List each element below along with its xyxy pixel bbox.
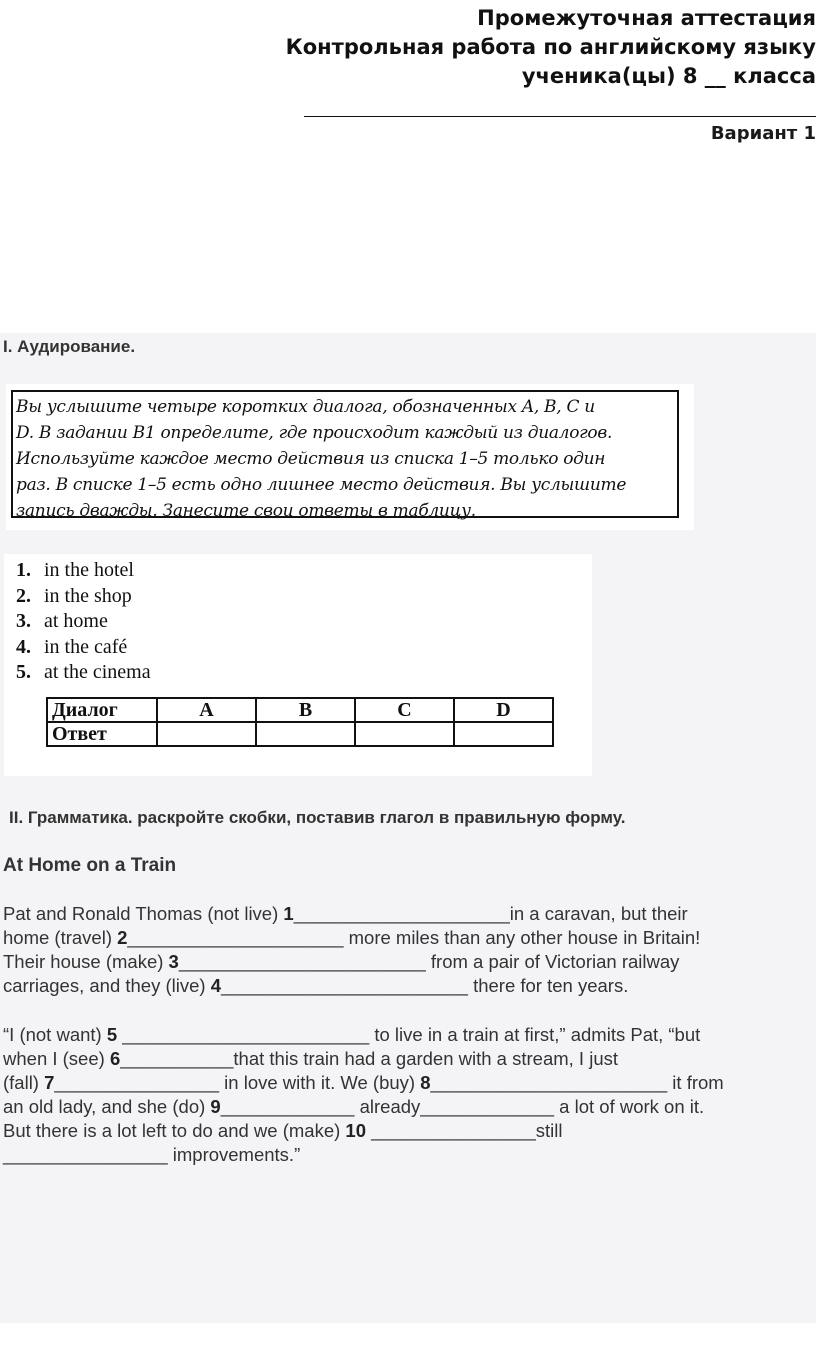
gap-number: 7: [44, 1072, 55, 1093]
instruction-line: D. В задании B1 определите, где происходит каждый из диалогов.: [16, 423, 613, 443]
answer-table: [46, 697, 554, 747]
variant-label: Вариант 1: [710, 123, 816, 144]
line-text: _____________ already_____________ a lot of work on it.: [220, 1096, 705, 1117]
header-title: Промежуточная аттестация: [477, 6, 816, 30]
text-line: [3, 1023, 724, 1047]
section-grammar-title: II. Грамматика. раскройте скобки, поставив глагол в правильную форму.: [9, 808, 626, 827]
answer-cell-a[interactable]: [157, 722, 256, 746]
header-student-class: ученика(цы) 8 __ класса: [521, 64, 816, 88]
text-line: [3, 1143, 724, 1167]
item-number: 5.: [16, 661, 31, 683]
header-subtitle: Контрольная работа по английскому языку: [285, 35, 816, 59]
line-text: ________________ improvements.”: [3, 1144, 301, 1165]
text-line: [3, 926, 700, 950]
gap-number: 2: [117, 927, 128, 948]
item-text: at home: [44, 610, 108, 632]
gap-number: 4: [210, 975, 221, 996]
text-line: [3, 974, 700, 998]
item-text: in the shop: [44, 584, 132, 607]
line-text: ___________that this train had a garden with a stream, I just: [120, 1048, 618, 1069]
text-line: [3, 1047, 724, 1071]
item-number: 2.: [16, 584, 31, 607]
line-text: home (travel): [3, 927, 118, 948]
gap-number: 6: [109, 1048, 121, 1069]
instruction-line: Используйте каждое место действия из списка 1–5 только один: [16, 449, 606, 469]
name-underline: [304, 116, 816, 117]
answer-cell-d[interactable]: [454, 722, 553, 746]
item-number: 3.: [16, 610, 31, 632]
gap-number: 8: [420, 1072, 431, 1093]
instruction-line: запись дважды. Занесите свои ответы в таблицу.: [16, 501, 476, 521]
line-text: carriages, and they (live): [3, 975, 211, 996]
line-text: (fall): [3, 1072, 45, 1093]
text-line: [3, 1095, 724, 1119]
line-text: ________________still: [366, 1120, 563, 1141]
paragraph-1: [3, 902, 700, 998]
line-text: But there is a lot left to do and we (make): [3, 1120, 346, 1141]
text-line: [3, 1071, 724, 1095]
instruction-image: [6, 384, 694, 530]
line-text: _____________________ more miles than any other house in Britain!: [127, 927, 701, 948]
table-row: [47, 722, 553, 746]
gap-number: 3: [168, 951, 179, 972]
line-text: “I (not want): [3, 1024, 107, 1045]
section-listening-title: I. Аудирование.: [3, 337, 136, 356]
dialog-row-label: Диалог: [47, 698, 157, 722]
line-text: Pat and Ronald Thomas (not live): [3, 903, 284, 924]
line-text: _____________________in a caravan, but their: [293, 903, 688, 924]
line-text: ________________ in love with it. We (buy): [54, 1072, 421, 1093]
instruction-box: [11, 390, 679, 521]
instruction-line: раз. В списке 1–5 есть одно лишнее место действия. Вы услышите: [16, 475, 627, 495]
gap-number: 9: [210, 1096, 221, 1117]
item-text: in the café: [44, 635, 128, 658]
list-item: [16, 660, 151, 686]
paragraph-2: [3, 1023, 724, 1167]
item-text: in the hotel: [44, 559, 134, 581]
list-item: [16, 558, 151, 584]
answer-cell-c[interactable]: [355, 722, 454, 746]
answer-row-label: Ответ: [47, 722, 157, 746]
text-title: At Home on a Train: [3, 855, 177, 876]
text-line: [3, 950, 700, 974]
places-list: [16, 558, 151, 686]
item-number: 1.: [16, 559, 31, 581]
line-text: an old lady, and she (do): [3, 1096, 211, 1117]
column-header: D: [454, 698, 553, 722]
item-text: at the cinema: [44, 661, 151, 683]
item-number: 4.: [16, 635, 31, 658]
instruction-line: Вы услышите четыре коротких диалога, обозначенных A, B, C и: [16, 397, 595, 417]
table-row: [47, 698, 553, 722]
gap-number: 10: [345, 1120, 366, 1141]
line-text: Their house (make): [3, 951, 169, 972]
answer-cell-b[interactable]: [256, 722, 355, 746]
line-text: ________________________ from a pair of Victorian railway: [178, 951, 680, 972]
line-text: when I (see): [3, 1048, 110, 1069]
list-item: [16, 635, 151, 661]
column-header: A: [157, 698, 256, 722]
gap-number: 1: [283, 903, 294, 924]
list-item: [16, 609, 151, 635]
line-text: ________________________ to live in a train at first,” admits Pat, “but: [117, 1024, 701, 1045]
line-text: _______________________ it from: [430, 1072, 724, 1093]
column-header: B: [256, 698, 355, 722]
line-text: ________________________ there for ten years.: [221, 975, 629, 996]
text-line: [3, 902, 700, 926]
gap-number: 5: [106, 1024, 118, 1045]
column-header: C: [355, 698, 454, 722]
places-image: [4, 554, 592, 776]
text-line: [3, 1119, 724, 1143]
list-item: [16, 584, 151, 610]
